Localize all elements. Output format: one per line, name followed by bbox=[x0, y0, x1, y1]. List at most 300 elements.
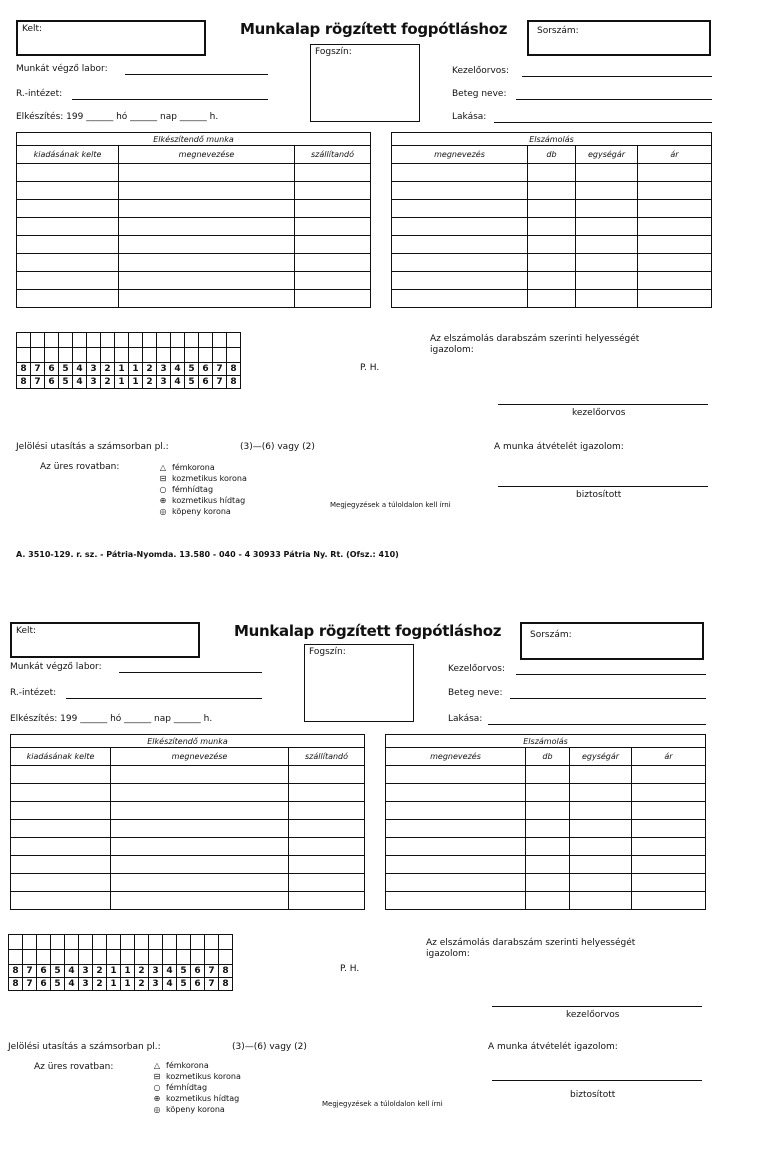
table-cell[interactable] bbox=[386, 784, 526, 802]
table-cell[interactable] bbox=[295, 182, 371, 200]
table-row[interactable] bbox=[392, 182, 712, 200]
legend-text: kozmetikus korona bbox=[166, 1072, 241, 1081]
table-cell[interactable] bbox=[386, 838, 526, 856]
tooth-number: 1 bbox=[107, 978, 121, 991]
billing-table-body[interactable] bbox=[392, 164, 712, 308]
billing-col-ar: ár bbox=[632, 748, 706, 766]
kezeloorvos-signature-label: kezelőorvos bbox=[566, 1010, 620, 1020]
table-cell[interactable] bbox=[11, 820, 111, 838]
tooth-number: 6 bbox=[45, 376, 59, 389]
table-cell[interactable] bbox=[570, 892, 632, 910]
table-cell[interactable] bbox=[576, 254, 638, 272]
work-col-kelte: kiadásának kelte bbox=[11, 748, 111, 766]
table-cell[interactable] bbox=[111, 766, 289, 784]
table-cell[interactable] bbox=[17, 236, 119, 254]
table-cell[interactable] bbox=[392, 200, 528, 218]
work-table-body[interactable] bbox=[17, 164, 371, 308]
teeth-chart[interactable] bbox=[8, 934, 233, 991]
table-row[interactable] bbox=[17, 254, 371, 272]
legend-text: kozmetikus korona bbox=[172, 474, 247, 483]
table-cell[interactable] bbox=[111, 784, 289, 802]
table-cell[interactable] bbox=[632, 784, 706, 802]
table-cell[interactable] bbox=[576, 182, 638, 200]
teeth-mark-row[interactable] bbox=[9, 935, 233, 950]
kezeloorvos-signature-line[interactable] bbox=[498, 404, 708, 405]
rendelo-field[interactable] bbox=[66, 698, 262, 699]
tooth-number: 4 bbox=[171, 376, 185, 389]
tooth-mark-cell[interactable] bbox=[65, 950, 79, 965]
table-cell[interactable] bbox=[638, 290, 712, 308]
table-cell[interactable] bbox=[576, 164, 638, 182]
table-row[interactable] bbox=[11, 856, 365, 874]
tooth-number: 8 bbox=[17, 363, 31, 376]
tooth-mark-cell[interactable] bbox=[191, 950, 205, 965]
table-cell[interactable] bbox=[17, 272, 119, 290]
tooth-mark-cell[interactable] bbox=[37, 950, 51, 965]
tooth-mark-cell[interactable] bbox=[107, 935, 121, 950]
table-cell[interactable] bbox=[392, 182, 528, 200]
tooth-mark-cell[interactable] bbox=[199, 348, 213, 363]
table-cell[interactable] bbox=[570, 766, 632, 784]
tooth-mark-cell[interactable] bbox=[37, 935, 51, 950]
tooth-mark-cell[interactable] bbox=[149, 950, 163, 965]
lakasa-field[interactable] bbox=[488, 724, 706, 725]
legend-item bbox=[158, 495, 247, 506]
table-cell[interactable] bbox=[289, 892, 365, 910]
tooth-mark-cell[interactable] bbox=[171, 333, 185, 348]
tooth-number: 7 bbox=[205, 978, 219, 991]
table-row[interactable] bbox=[386, 874, 706, 892]
table-cell[interactable] bbox=[111, 856, 289, 874]
table-cell[interactable] bbox=[295, 164, 371, 182]
table-cell[interactable] bbox=[386, 820, 526, 838]
table-row[interactable] bbox=[386, 892, 706, 910]
table-row[interactable] bbox=[392, 290, 712, 308]
table-cell[interactable] bbox=[386, 766, 526, 784]
table-cell[interactable] bbox=[119, 164, 295, 182]
tooth-mark-cell[interactable] bbox=[23, 935, 37, 950]
tooth-mark-cell[interactable] bbox=[79, 950, 93, 965]
rendelo-label: R.-intézet: bbox=[10, 688, 57, 698]
tooth-mark-cell[interactable] bbox=[93, 935, 107, 950]
table-cell[interactable] bbox=[632, 856, 706, 874]
tooth-mark-cell[interactable] bbox=[51, 935, 65, 950]
tooth-mark-cell[interactable] bbox=[45, 348, 59, 363]
table-row[interactable] bbox=[392, 164, 712, 182]
table-cell[interactable] bbox=[111, 802, 289, 820]
legend-list bbox=[158, 462, 247, 517]
tooth-mark-cell[interactable] bbox=[205, 950, 219, 965]
tooth-number: 5 bbox=[59, 363, 73, 376]
beteg-field[interactable] bbox=[510, 698, 706, 699]
table-cell[interactable] bbox=[638, 164, 712, 182]
table-cell[interactable] bbox=[119, 218, 295, 236]
table-cell[interactable] bbox=[289, 784, 365, 802]
tooth-mark-cell[interactable] bbox=[51, 950, 65, 965]
tooth-mark-cell[interactable] bbox=[213, 348, 227, 363]
tooth-mark-cell[interactable] bbox=[17, 348, 31, 363]
table-row[interactable] bbox=[17, 236, 371, 254]
instruction-text: Jelölési utasítás a számsorban pl.: bbox=[16, 442, 169, 452]
tooth-number: 1 bbox=[121, 978, 135, 991]
legend-symbol-icon: ⊟ bbox=[159, 474, 167, 483]
kezeloorvos-signature-line[interactable] bbox=[492, 1006, 702, 1007]
table-cell[interactable] bbox=[392, 218, 528, 236]
table-row[interactable] bbox=[17, 164, 371, 182]
table-row[interactable] bbox=[11, 874, 365, 892]
table-cell[interactable] bbox=[119, 272, 295, 290]
table-row[interactable] bbox=[386, 784, 706, 802]
tooth-mark-cell[interactable] bbox=[213, 333, 227, 348]
tooth-number: 4 bbox=[73, 363, 87, 376]
rendelo-field[interactable] bbox=[72, 99, 268, 100]
tooth-mark-cell[interactable] bbox=[73, 333, 87, 348]
table-cell[interactable] bbox=[111, 874, 289, 892]
table-row[interactable] bbox=[11, 802, 365, 820]
tooth-number: 2 bbox=[135, 978, 149, 991]
teeth-chart[interactable] bbox=[16, 332, 241, 389]
tooth-mark-cell[interactable] bbox=[31, 333, 45, 348]
table-cell[interactable] bbox=[526, 874, 570, 892]
tooth-number: 5 bbox=[59, 376, 73, 389]
table-cell[interactable] bbox=[526, 766, 570, 784]
kelt-label: Kelt: bbox=[22, 24, 43, 34]
table-cell[interactable] bbox=[119, 200, 295, 218]
table-cell[interactable] bbox=[295, 218, 371, 236]
table-cell[interactable] bbox=[638, 272, 712, 290]
table-cell[interactable] bbox=[528, 290, 576, 308]
tooth-mark-cell[interactable] bbox=[73, 348, 87, 363]
table-cell[interactable] bbox=[570, 820, 632, 838]
tooth-mark-cell[interactable] bbox=[135, 950, 149, 965]
table-cell[interactable] bbox=[632, 874, 706, 892]
tooth-number: 2 bbox=[143, 376, 157, 389]
tooth-number: 8 bbox=[9, 965, 23, 978]
table-cell[interactable] bbox=[526, 820, 570, 838]
table-row[interactable] bbox=[386, 766, 706, 784]
tooth-mark-cell[interactable] bbox=[177, 950, 191, 965]
legend-text: fémkorona bbox=[172, 463, 215, 472]
legend-list bbox=[152, 1060, 241, 1115]
beteg-field[interactable] bbox=[516, 99, 712, 100]
table-cell[interactable] bbox=[119, 254, 295, 272]
tooth-mark-cell[interactable] bbox=[129, 348, 143, 363]
tooth-mark-cell[interactable] bbox=[163, 935, 177, 950]
table-cell[interactable] bbox=[386, 802, 526, 820]
kelt-box[interactable] bbox=[10, 622, 200, 658]
table-row[interactable] bbox=[386, 820, 706, 838]
tooth-mark-cell[interactable] bbox=[227, 348, 241, 363]
tooth-mark-cell[interactable] bbox=[171, 348, 185, 363]
table-cell[interactable] bbox=[576, 200, 638, 218]
tooth-mark-cell[interactable] bbox=[157, 333, 171, 348]
table-cell[interactable] bbox=[392, 236, 528, 254]
tooth-mark-cell[interactable] bbox=[23, 950, 37, 965]
table-cell[interactable] bbox=[295, 236, 371, 254]
tooth-mark-cell[interactable] bbox=[121, 950, 135, 965]
table-row[interactable] bbox=[11, 820, 365, 838]
tooth-number: 7 bbox=[31, 363, 45, 376]
table-cell[interactable] bbox=[111, 892, 289, 910]
table-cell[interactable] bbox=[11, 892, 111, 910]
tooth-mark-cell[interactable] bbox=[219, 950, 233, 965]
legend-item bbox=[158, 484, 247, 495]
table-cell[interactable] bbox=[632, 802, 706, 820]
table-cell[interactable] bbox=[119, 236, 295, 254]
table-cell[interactable] bbox=[295, 200, 371, 218]
tooth-mark-cell[interactable] bbox=[79, 935, 93, 950]
legend-item bbox=[152, 1060, 241, 1071]
table-cell[interactable] bbox=[11, 838, 111, 856]
teeth-number-row bbox=[17, 376, 241, 389]
tooth-mark-cell[interactable] bbox=[163, 950, 177, 965]
table-cell[interactable] bbox=[11, 856, 111, 874]
teeth-number-row bbox=[9, 965, 233, 978]
tooth-mark-cell[interactable] bbox=[177, 935, 191, 950]
table-cell[interactable] bbox=[111, 838, 289, 856]
table-cell[interactable] bbox=[289, 820, 365, 838]
tooth-number: 2 bbox=[135, 965, 149, 978]
table-row[interactable] bbox=[17, 272, 371, 290]
table-cell[interactable] bbox=[526, 838, 570, 856]
legend-symbol-icon: ○ bbox=[159, 485, 167, 494]
tooth-mark-cell[interactable] bbox=[93, 950, 107, 965]
footnote: Megjegyzések a túloldalon kell írni bbox=[322, 1100, 443, 1108]
table-cell[interactable] bbox=[386, 874, 526, 892]
table-cell[interactable] bbox=[17, 164, 119, 182]
tooth-mark-cell[interactable] bbox=[9, 950, 23, 965]
table-cell[interactable] bbox=[638, 254, 712, 272]
table-row[interactable] bbox=[11, 784, 365, 802]
work-col-megnevezese: megnevezése bbox=[111, 748, 289, 766]
work-table-body[interactable] bbox=[11, 766, 365, 910]
table-cell[interactable] bbox=[528, 200, 576, 218]
tooth-mark-cell[interactable] bbox=[31, 348, 45, 363]
sorszam-box[interactable] bbox=[520, 622, 704, 660]
table-cell[interactable] bbox=[526, 856, 570, 874]
table-cell[interactable] bbox=[392, 164, 528, 182]
tooth-mark-cell[interactable] bbox=[227, 333, 241, 348]
kezeloorvos-field[interactable] bbox=[516, 674, 706, 675]
tooth-mark-cell[interactable] bbox=[107, 950, 121, 965]
form-title: Munkalap rögzített fogpótláshoz bbox=[234, 622, 502, 640]
table-row[interactable] bbox=[392, 200, 712, 218]
tooth-mark-cell[interactable] bbox=[149, 935, 163, 950]
tooth-number: 3 bbox=[157, 363, 171, 376]
table-row[interactable] bbox=[392, 272, 712, 290]
table-cell[interactable] bbox=[526, 892, 570, 910]
tooth-number: 5 bbox=[177, 965, 191, 978]
table-cell[interactable] bbox=[528, 272, 576, 290]
sorszam-label: Sorszám: bbox=[530, 630, 572, 640]
table-cell[interactable] bbox=[17, 200, 119, 218]
table-cell[interactable] bbox=[119, 182, 295, 200]
rendelo-label: R.-intézet: bbox=[16, 89, 63, 99]
billing-col-ar: ár bbox=[638, 146, 712, 164]
table-cell[interactable] bbox=[11, 784, 111, 802]
table-cell[interactable] bbox=[638, 200, 712, 218]
table-cell[interactable] bbox=[295, 272, 371, 290]
teeth-mark-row[interactable] bbox=[9, 950, 233, 965]
table-cell[interactable] bbox=[632, 892, 706, 910]
table-cell[interactable] bbox=[576, 236, 638, 254]
tooth-mark-cell[interactable] bbox=[157, 348, 171, 363]
tooth-mark-cell[interactable] bbox=[59, 333, 73, 348]
empty-fields-label: Az üres rovatban: bbox=[40, 462, 120, 472]
tooth-number: 3 bbox=[149, 978, 163, 991]
table-cell[interactable] bbox=[289, 802, 365, 820]
table-row[interactable] bbox=[17, 218, 371, 236]
tooth-mark-cell[interactable] bbox=[143, 333, 157, 348]
table-cell[interactable] bbox=[295, 290, 371, 308]
tooth-mark-cell[interactable] bbox=[121, 935, 135, 950]
kezeloorvos-field[interactable] bbox=[522, 76, 712, 77]
labor-field[interactable] bbox=[125, 74, 268, 75]
table-cell[interactable] bbox=[528, 236, 576, 254]
table-cell[interactable] bbox=[17, 290, 119, 308]
work-table-title: Elkészítendő munka bbox=[17, 133, 371, 146]
fogszin-box[interactable] bbox=[304, 644, 414, 722]
table-cell[interactable] bbox=[570, 856, 632, 874]
table-row[interactable] bbox=[17, 290, 371, 308]
table-cell[interactable] bbox=[11, 766, 111, 784]
tooth-number: 6 bbox=[37, 965, 51, 978]
table-row[interactable] bbox=[11, 838, 365, 856]
biztositott-signature-line[interactable] bbox=[492, 1080, 702, 1081]
table-cell[interactable] bbox=[632, 820, 706, 838]
tooth-mark-cell[interactable] bbox=[129, 333, 143, 348]
table-cell[interactable] bbox=[295, 254, 371, 272]
table-cell[interactable] bbox=[289, 766, 365, 784]
tooth-mark-cell[interactable] bbox=[191, 935, 205, 950]
table-row[interactable] bbox=[386, 838, 706, 856]
table-cell[interactable] bbox=[638, 236, 712, 254]
table-cell[interactable] bbox=[289, 874, 365, 892]
table-cell[interactable] bbox=[528, 182, 576, 200]
table-cell[interactable] bbox=[386, 856, 526, 874]
table-row[interactable] bbox=[392, 236, 712, 254]
table-cell[interactable] bbox=[576, 218, 638, 236]
sorszam-label: Sorszám: bbox=[537, 26, 579, 36]
table-cell[interactable] bbox=[528, 254, 576, 272]
lakasa-field[interactable] bbox=[494, 122, 712, 123]
table-cell[interactable] bbox=[289, 856, 365, 874]
table-cell[interactable] bbox=[528, 218, 576, 236]
beteg-label: Beteg neve: bbox=[448, 688, 503, 698]
teeth-mark-row[interactable] bbox=[17, 333, 241, 348]
table-row[interactable] bbox=[392, 218, 712, 236]
table-cell[interactable] bbox=[570, 838, 632, 856]
tooth-number: 6 bbox=[199, 363, 213, 376]
tooth-mark-cell[interactable] bbox=[9, 935, 23, 950]
tooth-mark-cell[interactable] bbox=[115, 348, 129, 363]
table-row[interactable] bbox=[17, 200, 371, 218]
tooth-mark-cell[interactable] bbox=[45, 333, 59, 348]
tooth-mark-cell[interactable] bbox=[59, 348, 73, 363]
tooth-mark-cell[interactable] bbox=[185, 333, 199, 348]
table-cell[interactable] bbox=[632, 766, 706, 784]
table-cell[interactable] bbox=[17, 254, 119, 272]
tooth-number: 2 bbox=[101, 376, 115, 389]
kelt-box[interactable] bbox=[16, 20, 206, 56]
table-row[interactable] bbox=[386, 856, 706, 874]
biztositott-signature-line[interactable] bbox=[498, 486, 708, 487]
table-row[interactable] bbox=[17, 182, 371, 200]
labor-label: Munkát végző labor: bbox=[10, 662, 102, 672]
tooth-mark-cell[interactable] bbox=[135, 935, 149, 950]
table-cell[interactable] bbox=[111, 820, 289, 838]
tooth-mark-cell[interactable] bbox=[219, 935, 233, 950]
table-cell[interactable] bbox=[386, 892, 526, 910]
table-cell[interactable] bbox=[526, 802, 570, 820]
table-cell[interactable] bbox=[526, 784, 570, 802]
legend-item bbox=[152, 1082, 241, 1093]
tooth-number: 4 bbox=[163, 965, 177, 978]
work-table bbox=[10, 734, 365, 910]
tooth-mark-cell[interactable] bbox=[185, 348, 199, 363]
tooth-mark-cell[interactable] bbox=[199, 333, 213, 348]
table-row[interactable] bbox=[392, 254, 712, 272]
labor-field[interactable] bbox=[119, 672, 262, 673]
legend-text: köpeny korona bbox=[166, 1105, 225, 1114]
tooth-mark-cell[interactable] bbox=[65, 935, 79, 950]
certify-text: Az elszámolás darabszám szerinti helyességét igazolom: bbox=[426, 938, 636, 959]
table-cell[interactable] bbox=[570, 874, 632, 892]
tooth-mark-cell[interactable] bbox=[101, 333, 115, 348]
table-cell[interactable] bbox=[638, 218, 712, 236]
teeth-mark-row[interactable] bbox=[17, 348, 241, 363]
table-cell[interactable] bbox=[632, 838, 706, 856]
table-cell[interactable] bbox=[392, 290, 528, 308]
tooth-mark-cell[interactable] bbox=[101, 348, 115, 363]
teeth-number-row bbox=[9, 978, 233, 991]
table-cell[interactable] bbox=[638, 182, 712, 200]
tooth-number: 3 bbox=[157, 376, 171, 389]
tooth-number: 2 bbox=[101, 363, 115, 376]
table-cell[interactable] bbox=[392, 254, 528, 272]
table-cell[interactable] bbox=[392, 272, 528, 290]
table-row[interactable] bbox=[11, 766, 365, 784]
fogszin-box[interactable] bbox=[310, 44, 420, 122]
table-cell[interactable] bbox=[576, 290, 638, 308]
table-cell[interactable] bbox=[576, 272, 638, 290]
table-cell[interactable] bbox=[570, 784, 632, 802]
table-cell[interactable] bbox=[17, 218, 119, 236]
table-row[interactable] bbox=[386, 802, 706, 820]
tooth-mark-cell[interactable] bbox=[115, 333, 129, 348]
beteg-label: Beteg neve: bbox=[452, 89, 507, 99]
legend-text: fémkorona bbox=[166, 1061, 209, 1070]
tooth-number: 3 bbox=[79, 965, 93, 978]
table-cell[interactable] bbox=[289, 838, 365, 856]
table-cell[interactable] bbox=[17, 182, 119, 200]
tooth-mark-cell[interactable] bbox=[87, 333, 101, 348]
table-cell[interactable] bbox=[570, 802, 632, 820]
table-row[interactable] bbox=[11, 892, 365, 910]
table-cell[interactable] bbox=[11, 874, 111, 892]
billing-table-body[interactable] bbox=[386, 766, 706, 910]
table-cell[interactable] bbox=[528, 164, 576, 182]
fogszin-label: Fogszín: bbox=[315, 47, 352, 57]
tooth-mark-cell[interactable] bbox=[205, 935, 219, 950]
lakasa-label: Lakása: bbox=[452, 112, 487, 122]
tooth-mark-cell[interactable] bbox=[87, 348, 101, 363]
table-cell[interactable] bbox=[119, 290, 295, 308]
tooth-mark-cell[interactable] bbox=[17, 333, 31, 348]
tooth-mark-cell[interactable] bbox=[143, 348, 157, 363]
table-cell[interactable] bbox=[11, 802, 111, 820]
sorszam-box[interactable] bbox=[527, 20, 711, 56]
